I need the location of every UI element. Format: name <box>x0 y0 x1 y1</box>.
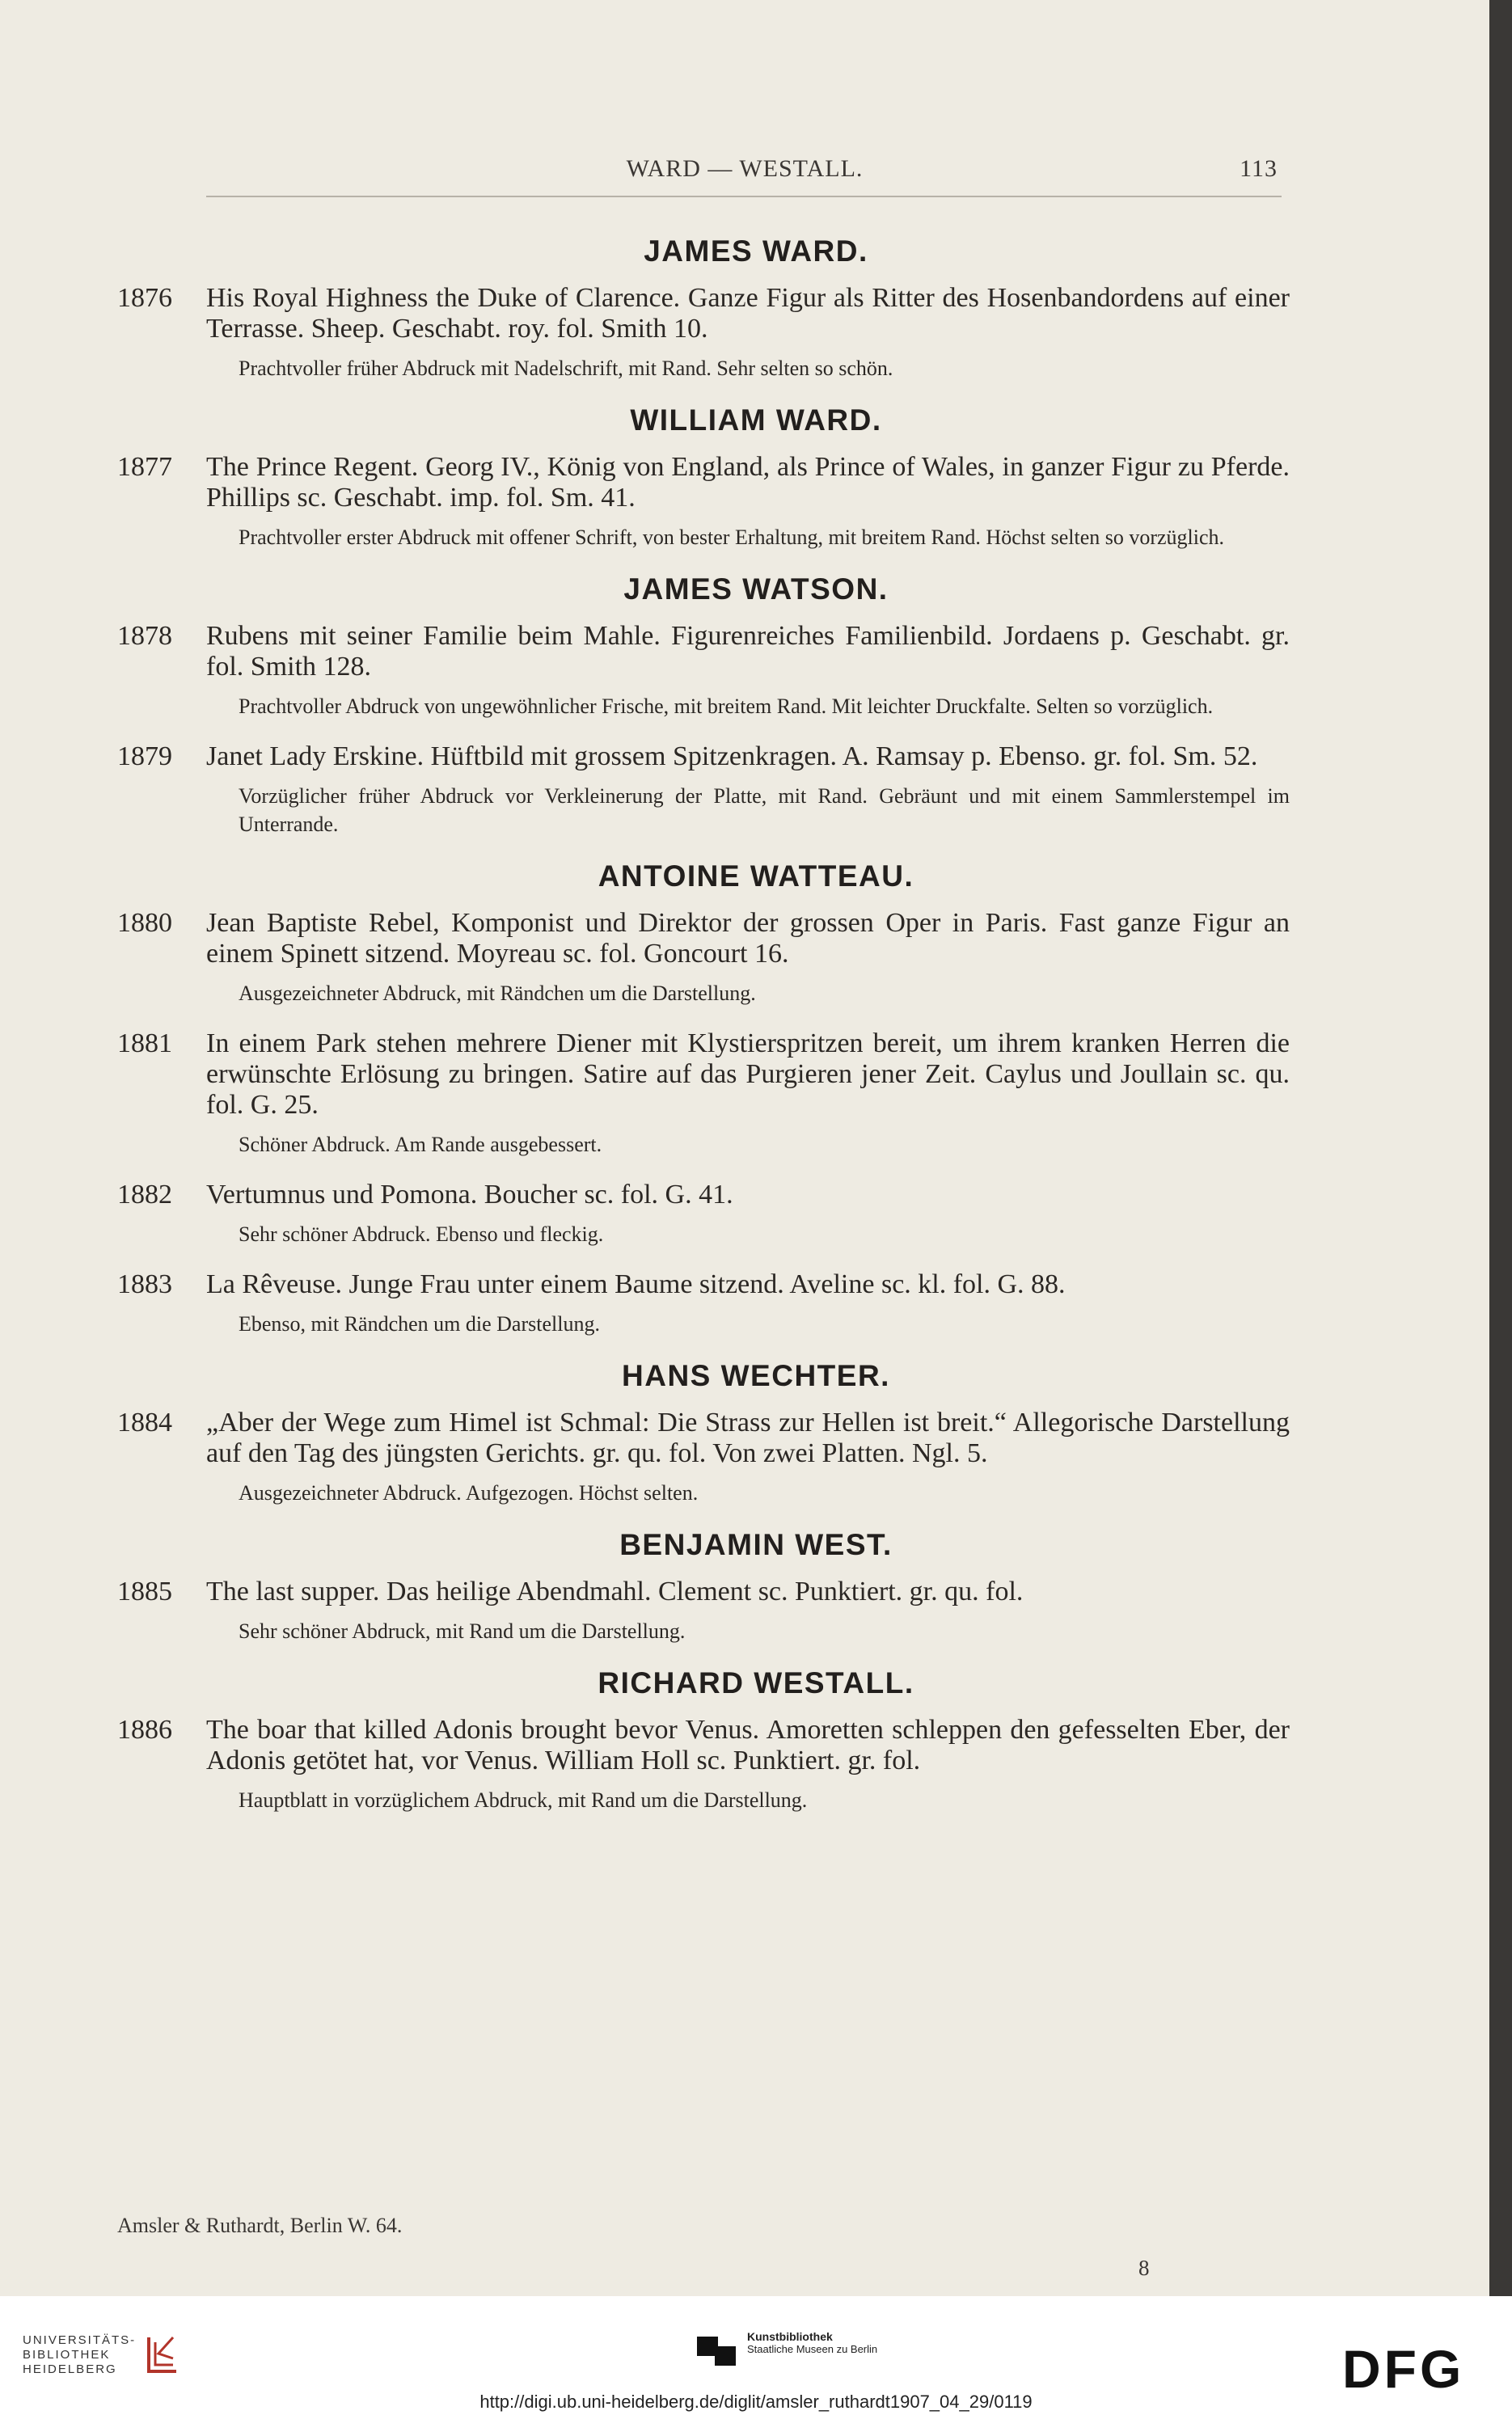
entry-condition-note: Prachtvoller früher Abdruck mit Nadelschrift, mit Rand. Sehr selten so schön. <box>239 357 893 380</box>
page-number: 113 <box>1240 155 1278 182</box>
signature-mark: 8 <box>1138 2256 1150 2280</box>
entry-description: Jean Baptiste Rebel, Komponist und Direktor der grossen Oper in Paris. Fast ganze Figur an einem Spinett sitzend. Moyreau sc. fol. Goncourt 16. <box>206 908 1290 969</box>
section-heading: BENJAMIN WEST. <box>619 1528 893 1561</box>
catalog-entry <box>117 621 1290 720</box>
entry-description: La Rêveuse. Junge Frau unter einem Baume sitzend. Aveline sc. kl. fol. G. 88. <box>206 1269 1066 1299</box>
kunstbibliothek-subtitle: Staatliche Museen zu Berlin <box>747 2343 878 2355</box>
ub-heidelberg-logo[interactable] <box>23 2333 181 2377</box>
entry-description: The last supper. Das heilige Abendmahl. Clement sc. Punktiert. gr. qu. fol. <box>206 1577 1024 1606</box>
entry-condition-note: Sehr schöner Abdruck. Ebenso und fleckig. <box>239 1222 604 1246</box>
entry-number: 1879 <box>117 741 172 771</box>
catalog-entry <box>117 1408 1290 1507</box>
section-heading: JAMES WARD. <box>644 234 868 268</box>
section-heading: ANTOINE WATTEAU. <box>598 859 914 893</box>
kunstbibliothek-logo[interactable] <box>694 2330 877 2369</box>
entry-description: The boar that killed Adonis brought bevor Venus. Amoretten schleppen den gefesselten Eber, der Adonis getötet hat, vor Venus. William Holl sc. Punktiert. gr. fol. <box>206 1715 1290 1775</box>
catalog-entry <box>117 1269 1290 1338</box>
entry-number: 1884 <box>117 1408 172 1438</box>
entry-number: 1876 <box>117 283 172 313</box>
entry-number: 1885 <box>117 1577 172 1606</box>
entry-number: 1882 <box>117 1180 172 1210</box>
catalog-entry <box>117 452 1290 551</box>
running-head-title: WARD — WESTALL. <box>626 155 864 182</box>
entry-number: 1880 <box>117 908 172 938</box>
entry-number: 1883 <box>117 1269 172 1299</box>
entry-number: 1877 <box>117 452 172 482</box>
entry-condition-note: Ebenso, mit Rändchen um die Darstellung. <box>239 1312 600 1336</box>
entry-condition-note: Prachtvoller Abdruck von ungewöhnlicher Frische, mit breitem Rand. Mit leichter Druckfalte. Selten so vorzüglich. <box>239 695 1214 718</box>
entry-description: Rubens mit seiner Familie beim Mahle. Figurenreiches Familienbild. Jordaens p. Geschabt. gr. fol. Smith 128. <box>206 621 1290 682</box>
section-heading: RICHARD WESTALL. <box>598 1666 914 1699</box>
entry-number: 1878 <box>117 621 172 651</box>
entry-condition-note: Schöner Abdruck. Am Rande ausgebessert. <box>239 1133 602 1156</box>
entry-description: The Prince Regent. Georg IV., König von England, als Prince of Wales, in ganzer Figur zu Pferde. Phillips sc. Geschabt. imp. fol. Sm. 41. <box>206 452 1290 513</box>
entry-description: Janet Lady Erskine. Hüftbild mit grossem Spitzenkragen. A. Ramsay p. Ebenso. gr. fol. Sm. 52. <box>206 741 1258 771</box>
dfg-logo[interactable]: DFG <box>1342 2339 1465 2399</box>
entry-description: His Royal Highness the Duke of Clarence. Ganze Figur als Ritter des Hosenbandordens auf einer Terrasse. Sheep. Geschabt. roy. fol. Smith 10. <box>206 283 1290 344</box>
ub-heidelberg-wordmark: UNIVERSITÄTS- BIBLIOTHEK HEIDELBERG <box>23 2333 137 2376</box>
entry-description: In einem Park stehen mehrere Diener mit Klystierspritzen bereit, um ihrem kranken Herren die erwünschte Erlösung zu bringen. Satire auf das Purgieren jener Zeit. Caylus und Joullain sc. qu. fol. G. 25. <box>206 1028 1290 1120</box>
catalog-entry <box>117 1577 1290 1645</box>
section-heading: HANS WECHTER. <box>622 1359 890 1392</box>
catalog-entry <box>117 1028 1290 1159</box>
entry-condition-note: Ausgezeichneter Abdruck. Aufgezogen. Höchst selten. <box>239 1481 699 1505</box>
entry-description: „Aber der Wege zum Himel ist Schmal: Die Strass zur Hellen ist breit.“ Allegorische Darstellung auf den Tag des jüngsten Gerichts. gr. qu. fol. Von zwei Platten. Ngl. 5. <box>206 1408 1290 1468</box>
catalog-entries <box>117 234 1290 1835</box>
section-heading: WILLIAM WARD. <box>630 403 882 437</box>
section-heading: JAMES WATSON. <box>623 572 889 606</box>
entry-condition-note: Hauptblatt in vorzüglichem Abdruck, mit Rand um die Darstellung. <box>239 1788 808 1812</box>
permalink-url[interactable]: http://digi.ub.uni-heidelberg.de/diglit/amsler_ruthardt1907_04_29/0119 <box>479 2392 1033 2412</box>
entry-number: 1886 <box>117 1715 172 1745</box>
entry-condition-note: Sehr schöner Abdruck, mit Rand um die Darstellung. <box>239 1619 686 1643</box>
ub-heidelberg-emblem-icon <box>144 2334 181 2376</box>
catalog-entry <box>117 741 1290 838</box>
catalog-entry <box>117 1180 1290 1248</box>
entry-condition-note: Ausgezeichneter Abdruck, mit Rändchen um die Darstellung. <box>239 982 756 1005</box>
catalog-entry <box>117 283 1290 382</box>
entry-condition-note: Vorzüglicher früher Abdruck vor Verkleinerung der Platte, mit Rand. Gebräunt und mit einem Sammlerstempel im Unterrande. <box>239 784 1290 836</box>
kunstbibliothek-name: Kunstbibliothek <box>747 2330 833 2343</box>
header-rule <box>206 196 1282 197</box>
catalog-entry <box>117 1715 1290 1814</box>
digitization-bar <box>0 2296 1512 2399</box>
entry-condition-note: Prachtvoller erster Abdruck mit offener Schrift, von bester Erhaltung, mit breitem Rand. Höchst selten so vorzüglich. <box>239 526 1225 549</box>
entry-number: 1881 <box>117 1028 172 1058</box>
entry-description: Vertumnus und Pomona. Boucher sc. fol. G. 41. <box>206 1180 733 1210</box>
catalog-entry <box>117 908 1290 1007</box>
kunstbibliothek-mark-icon <box>694 2330 739 2369</box>
publisher-imprint: Amsler & Ruthardt, Berlin W. 64. <box>117 2214 403 2237</box>
